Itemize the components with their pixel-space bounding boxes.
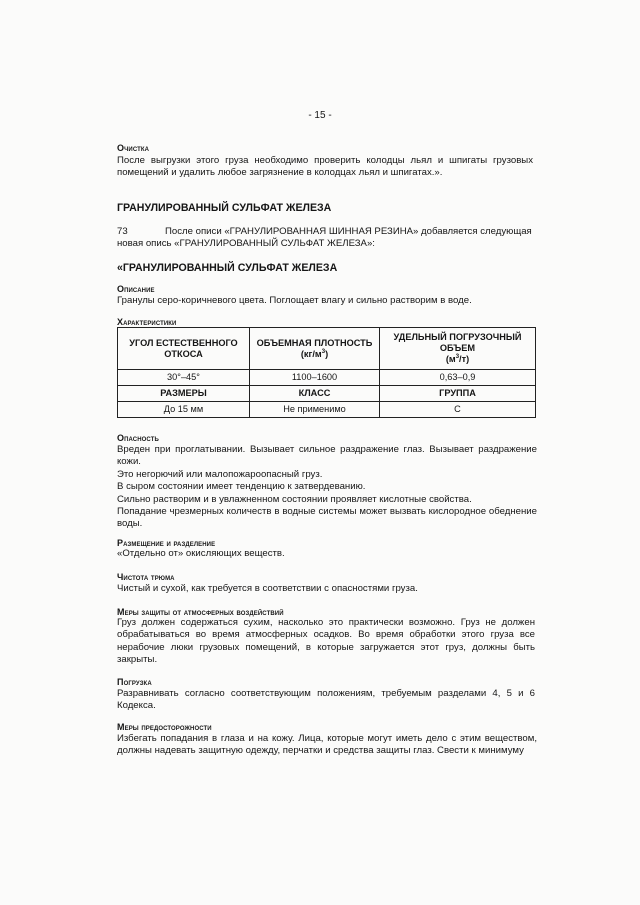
stowage-value: 0,63–0,9 (380, 370, 536, 386)
schedule-title: «ГРАНУЛИРОВАННЫЙ СУЛЬФАТ ЖЕЛЕЗА (117, 262, 338, 274)
group-header: ГРУППА (380, 386, 536, 402)
hazard-paragraph: В сыром состоянии имеет тенденцию к затвердеванию. (117, 481, 366, 493)
angle-header: УГОЛ ЕСТЕСТВЕННОГО ОТКОСА (118, 328, 250, 370)
precautions-text: Избегать попадания в глаза и на кожу. Лица, которые могут иметь дело с этим веществом, должны надевать защитную одежду, перчатки и средства защиты глаз. Свести к минимуму (117, 733, 537, 757)
description-text: Гранулы серо-коричневого цвета. Поглощает влагу и сильно растворим в воде. (117, 295, 472, 306)
hold-cleanliness-text: Чистый и сухой, как требуется в соответствии с опасностями груза. (117, 583, 418, 594)
description-heading: Описание (117, 284, 155, 294)
size-value: До 15 мм (118, 402, 250, 418)
loading-text: Разравнивать согласно соответствующим положениям, требуемым разделами 4, 5 и 6 Кодекса. (117, 688, 535, 712)
table-row (118, 402, 536, 418)
stowage-segregation-text: «Отдельно от» окисляющих веществ. (117, 548, 285, 559)
hazard-paragraph: Попадание чрезмерных количеств в водные системы может вызвать кислородное обеднение воды. (117, 506, 537, 530)
class-header: КЛАСС (250, 386, 380, 402)
weather-precautions-heading: Меры защиты от атмосферных воздействий (117, 607, 284, 617)
amendment-number: 73 (117, 226, 128, 237)
angle-value: 30°–45° (118, 370, 250, 386)
amendment-text: После описи «ГРАНУЛИРОВАННАЯ ШИННАЯ РЕЗИНА» добавляется следующая новая опись «ГРАНУЛИРОВАННЫЙ СУЛЬФАТ ЖЕЛЕЗА»: (117, 226, 532, 250)
group-value: С (380, 402, 536, 418)
hold-cleanliness-heading: Чистота трюма (117, 572, 175, 582)
table-header-row (118, 328, 536, 370)
hazard-text (117, 444, 537, 531)
page-number: - 15 - (308, 110, 332, 121)
section-title: ГРАНУЛИРОВАННЫЙ СУЛЬФАТ ЖЕЛЕЗА (117, 202, 332, 214)
cleaning-text: После выгрузки этого груза необходимо проверить колодцы льял и шпигаты грузовых помещений и удалить любое загрязнение в колодцах льял и шпигатах.». (117, 155, 533, 179)
hazard-paragraph: Это негорючий или малопожароопасный груз. (117, 468, 323, 480)
density-value: 1100–1600 (250, 370, 380, 386)
table-row (118, 370, 536, 386)
hazard-paragraph: Сильно растворим и в увлажненном состоянии проявляет кислотные свойства. (117, 493, 472, 505)
density-header: ОБЪЕМНАЯ ПЛОТНОСТЬ $(кг/м^3)$ (250, 328, 380, 370)
characteristics-heading: Характеристики (117, 317, 177, 327)
table-header-row (118, 386, 536, 402)
weather-precautions-text: Груз должен содержаться сухим, насколько это практически возможно. Груз не должен обрабатываться во время атмосферных осадков. Во время обработки этого груза все нерабочие люки грузовых помещений, в которые загружается этот груз, должны быть закрыты. (117, 617, 535, 666)
loading-heading: Погрузка (117, 677, 152, 687)
characteristics-table (117, 327, 536, 418)
class-value: Не применимо (250, 402, 380, 418)
stowage-header: УДЕЛЬНЫЙ ПОГРУЗОЧНЫЙ ОБЪЕМ $(м^3/т)$ (380, 328, 536, 370)
precautions-heading: Меры предосторожности (117, 722, 212, 732)
size-header: РАЗМЕРЫ (118, 386, 250, 402)
stowage-segregation-heading: Размещение и разделение (117, 538, 216, 548)
hazard-paragraph: Вреден при проглатывании. Вызывает сильное раздражение глаз. Вызывает раздражение кожи. (117, 444, 537, 468)
cleaning-heading: Очистка (117, 143, 150, 153)
hazard-heading: Опасность (117, 433, 159, 443)
